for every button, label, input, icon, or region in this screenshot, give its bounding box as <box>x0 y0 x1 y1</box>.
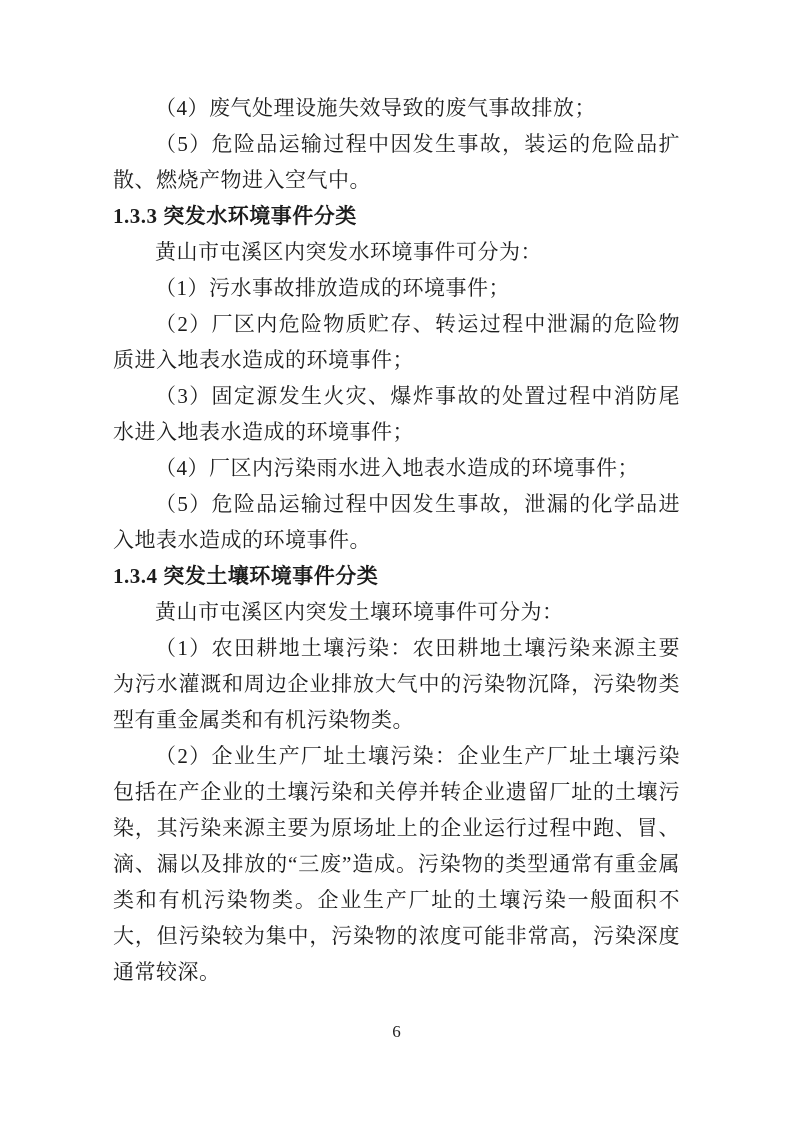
page-footer <box>0 1022 793 1042</box>
para-water-item-1: （1）污水事故排放造成的环境事件； <box>155 276 510 300</box>
para-soil-item-2: （2）企业生产厂址土壤污染：企业生产厂址土壤污染包括在产企业的土壤污染和关停并转企业遗留厂址的土壤污染，其污染来源主要为原场址上的企业运行过程中跑、冒、滴、漏以及排放的“三废”造成。污染物的类型通常有重金属类和有机污染物类。企业生产厂址的土壤污染一般面积不大，但污染较为集中，污染物的浓度可能非常高，污染深度通常较深。 <box>113 744 680 984</box>
document-content <box>113 90 680 990</box>
para-water-item-3: （3）固定源发生火灾、爆炸事故的处置过程中消防尾水进入地表水造成的环境事件； <box>113 384 680 444</box>
para-air-item-4: （4）废气处理设施失效导致的废气事故排放； <box>155 96 596 120</box>
para-soil-intro: 黄山市屯溪区内突发土壤环境事件可分为： <box>155 600 564 624</box>
para-water-item-5: （5）危险品运输过程中因发生事故，泄漏的化学品进入地表水造成的环境事件。 <box>113 492 680 552</box>
heading-1-3-4-soil-events: 1.3.4 突发土壤环境事件分类 <box>113 564 379 588</box>
para-air-item-5: （5）危险品运输过程中因发生事故，装运的危险品扩散、燃烧产物进入空气中。 <box>113 132 680 192</box>
page-number: 6 <box>392 1022 401 1041</box>
para-water-item-2: （2）厂区内危险物质贮存、转运过程中泄漏的危险物质进入地表水造成的环境事件； <box>113 312 680 372</box>
para-water-intro: 黄山市屯溪区内突发水环境事件可分为： <box>155 240 542 264</box>
para-soil-item-1: （1）农田耕地土壤污染：农田耕地土壤污染来源主要为污水灌溉和周边企业排放大气中的污染物沉降，污染物类型有重金属类和有机污染物类。 <box>113 636 680 732</box>
para-water-item-4: （4）厂区内污染雨水进入地表水造成的环境事件； <box>155 456 639 480</box>
heading-1-3-3-water-events: 1.3.3 突发水环境事件分类 <box>113 204 357 228</box>
